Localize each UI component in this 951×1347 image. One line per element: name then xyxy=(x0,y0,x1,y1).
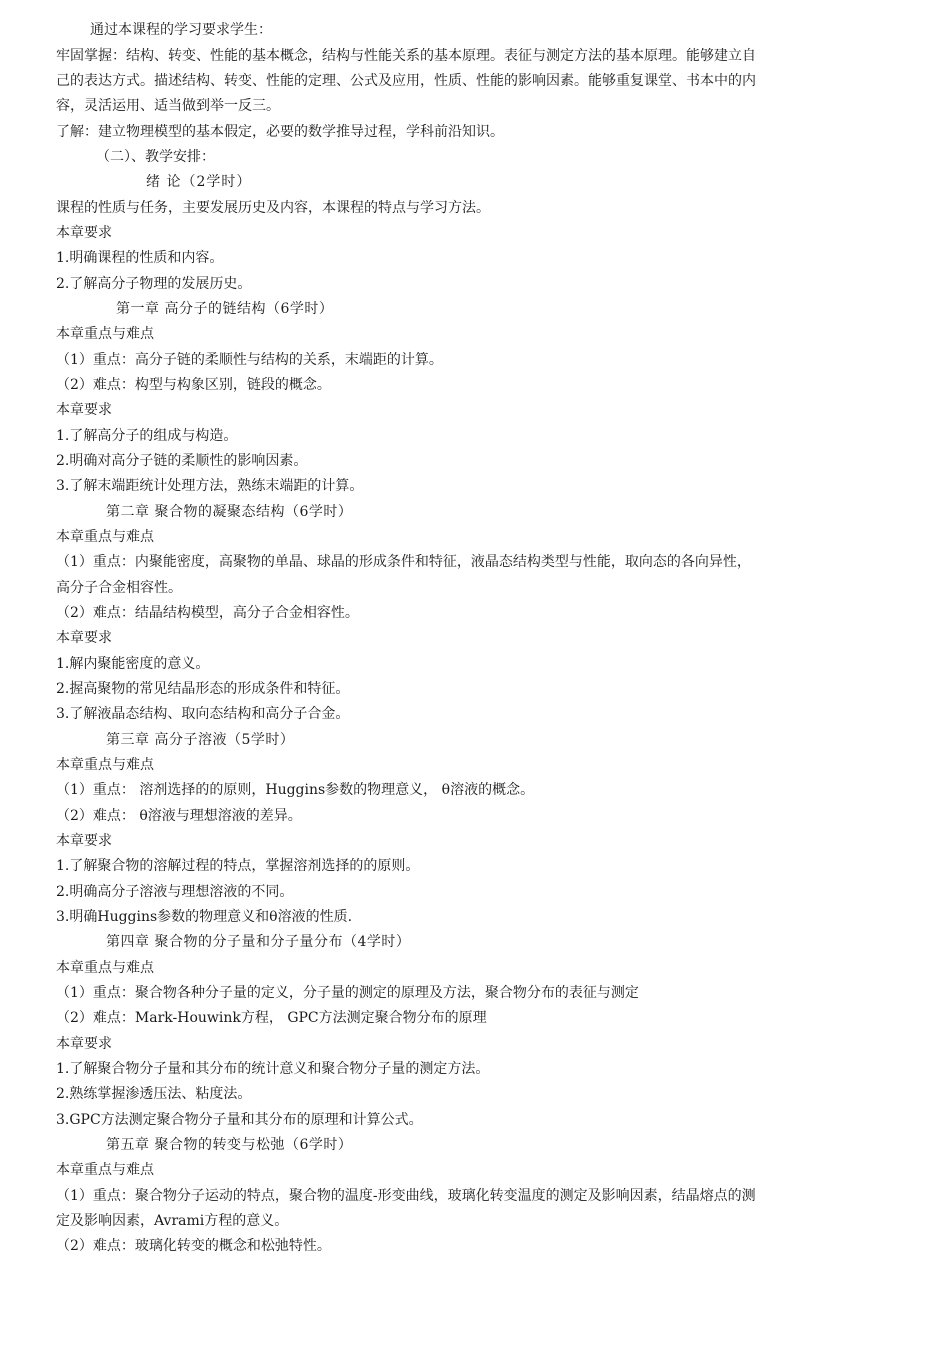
key-points-heading: 本章重点与难点 xyxy=(56,960,154,976)
intro-line: 通过本课程的学习要求学生： xyxy=(90,22,272,38)
list-item: 2.熟练掌握渗透压法、粘度法。 xyxy=(56,1086,252,1102)
list-item: （1）重点：内聚能密度，高聚物的单晶、球晶的形成条件和特征，液晶态结构类型与性能，取向态的各向异性， xyxy=(56,554,751,570)
requirements-heading: 本章要求 xyxy=(56,1036,112,1052)
chapter-heading-3: 第三章 高分子溶液（5学时） xyxy=(106,732,295,748)
list-item: 3.了解末端距统计处理方法，熟练末端距的计算。 xyxy=(56,478,364,494)
chapter-heading-5: 第五章 聚合物的转变与松弛（6学时） xyxy=(106,1137,353,1153)
list-item: （1）重点：高分子链的柔顺性与结构的关系，末端距的计算。 xyxy=(56,352,443,368)
list-item: 1.解内聚能密度的意义。 xyxy=(56,656,210,672)
list-item: （2）难点：玻璃化转变的概念和松弛特性。 xyxy=(56,1238,331,1254)
text-line: 高分子合金相容性。 xyxy=(56,580,182,596)
key-points-heading: 本章重点与难点 xyxy=(56,529,154,545)
text-line: 容，灵活运用、适当做到举一反三。 xyxy=(56,98,280,114)
list-item: 1.了解聚合物分子量和其分布的统计意义和聚合物分子量的测定方法。 xyxy=(56,1061,490,1077)
section-heading: （二）、教学安排： xyxy=(96,149,215,165)
list-item: （1）重点：聚合物各种分子量的定义，分子量的测定的原理及方法，聚合物分布的表征与测定 xyxy=(56,985,639,1001)
list-item: 3.GPC方法测定聚合物分子量和其分布的原理和计算公式。 xyxy=(56,1112,423,1128)
list-item: （1）重点： 溶剂选择的的原则，Huggins参数的物理意义， θ溶液的概念。 xyxy=(56,782,535,798)
chapter-heading-4: 第四章 聚合物的分子量和分子量分布（4学时） xyxy=(106,934,411,950)
list-item: （2）难点：Mark-Houwink方程， GPC方法测定聚合物分布的原理 xyxy=(56,1010,487,1026)
list-item: 1.了解高分子的组成与构造。 xyxy=(56,428,238,444)
list-item: 1.了解聚合物的溶解过程的特点，掌握溶剂选择的的原则。 xyxy=(56,858,420,874)
text-line: 己的表达方式。描述结构、转变、性能的定理、公式及应用，性质、性能的影响因素。能够重复课堂、书本中的内 xyxy=(56,73,756,89)
list-item: 2.握高聚物的常见结晶形态的形成条件和特征。 xyxy=(56,681,350,697)
requirements-heading: 本章要求 xyxy=(56,225,112,241)
list-item: 3.明确Huggins参数的物理意义和θ溶液的性质. xyxy=(56,909,353,925)
text-line: 牢固掌握：结构、转变、性能的基本概念，结构与性能关系的基本原理。表征与测定方法的基本原理。能够建立自 xyxy=(56,48,756,64)
key-points-heading: 本章重点与难点 xyxy=(56,1162,154,1178)
list-item: （2）难点：结晶结构模型，高分子合金相容性。 xyxy=(56,605,359,621)
list-item: 2.了解高分子物理的发展历史。 xyxy=(56,276,252,292)
list-item: （2）难点： θ溶液与理想溶液的差异。 xyxy=(56,808,302,824)
text-line: 了解：建立物理模型的基本假定，必要的数学推导过程，学科前沿知识。 xyxy=(56,124,504,140)
list-item: （2）难点：构型与构象区别，链段的概念。 xyxy=(56,377,331,393)
key-points-heading: 本章重点与难点 xyxy=(56,757,154,773)
list-item: 1.明确课程的性质和内容。 xyxy=(56,250,224,266)
list-item: 3.了解液晶态结构、取向态结构和高分子合金。 xyxy=(56,706,350,722)
requirements-heading: 本章要求 xyxy=(56,833,112,849)
requirements-heading: 本章要求 xyxy=(56,402,112,418)
text-line: 课程的性质与任务，主要发展历史及内容，本课程的特点与学习方法。 xyxy=(56,200,490,216)
list-item: 2.明确高分子溶液与理想溶液的不同。 xyxy=(56,884,294,900)
list-item: 2.明确对高分子链的柔顺性的影响因素。 xyxy=(56,453,308,469)
chapter-heading-intro: 绪 论（2学时） xyxy=(146,174,252,190)
list-item: （1）重点：聚合物分子运动的特点，聚合物的温度-形变曲线，玻璃化转变温度的测定及影响因素，结晶熔点的测 xyxy=(56,1188,756,1204)
requirements-heading: 本章要求 xyxy=(56,630,112,646)
chapter-heading-1: 第一章 高分子的链结构（6学时） xyxy=(116,301,334,317)
chapter-heading-2: 第二章 聚合物的凝聚态结构（6学时） xyxy=(106,504,353,520)
key-points-heading: 本章重点与难点 xyxy=(56,326,154,342)
text-line: 定及影响因素，Avrami方程的意义。 xyxy=(56,1213,289,1229)
